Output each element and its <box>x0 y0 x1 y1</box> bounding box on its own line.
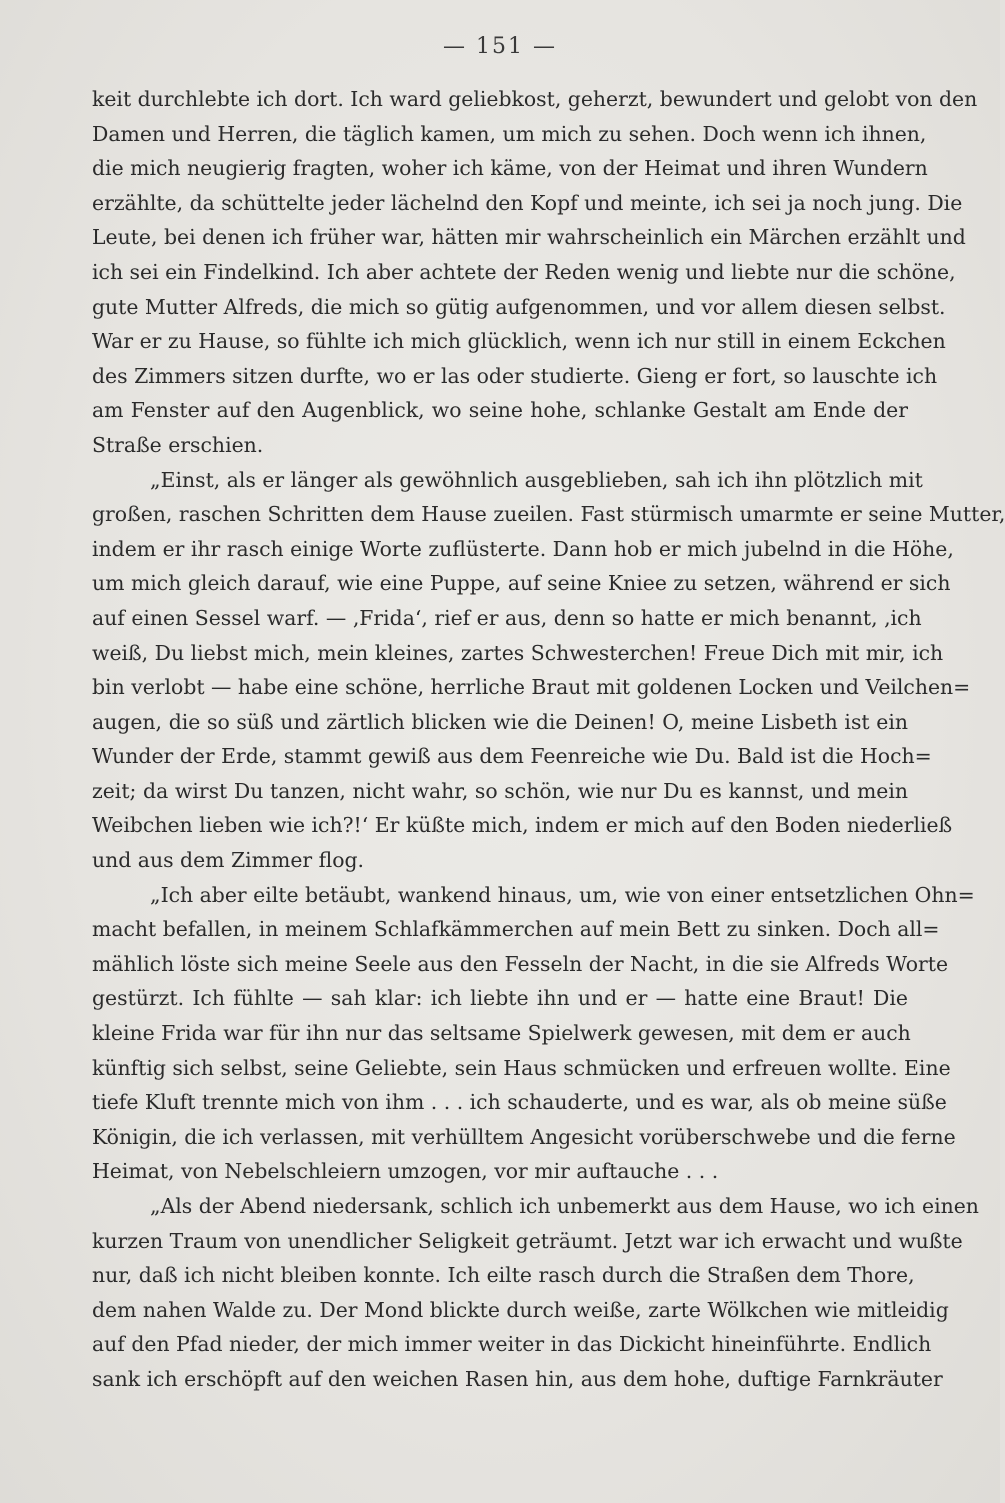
text-line: kleine Frida war für ihn nur das seltsame Spielwerk gewesen, mit dem er auch <box>92 1021 911 1046</box>
text-line: nur, daß ich nicht bleiben konnte. Ich eilte rasch durch die Straßen dem Thore, <box>92 1263 915 1288</box>
text-line: auf einen Sessel warf. — ‚Frida‘, rief er aus, denn so hatte er mich benannt, ‚ich <box>92 605 922 630</box>
text-line: ich sei ein Findelkind. Ich aber achtete der Reden wenig und liebte nur die schöne, <box>92 259 956 284</box>
text-line: War er zu Hause, so fühlte ich mich glücklich, wenn ich nur still in einem Eckchen <box>92 329 946 354</box>
text-line: gestürzt. Ich fühlte — sah klar: ich liebte ihn und er — hatte eine Braut! Die <box>92 986 908 1011</box>
text-line: indem er ihr rasch einige Worte zuflüsterte. Dann hob er mich jubelnd in die Höhe, <box>92 536 954 561</box>
text-line: des Zimmers sitzen durfte, wo er las oder studierte. Gieng er fort, so lauschte ich <box>92 363 938 388</box>
text-line: auf den Pfad nieder, der mich immer weiter in das Dickicht hineinführte. Endlich <box>92 1332 932 1357</box>
text-line: erzählte, da schüttelte jeder lächelnd den Kopf und meinte, ich sei ja noch jung. Die <box>92 190 963 215</box>
text-line: Damen und Herren, die täglich kamen, um mich zu sehen. Doch wenn ich ihnen, <box>92 121 927 146</box>
text-line: macht befallen, in meinem Schlafkämmerchen auf mein Bett zu sinken. Doch all= <box>92 917 940 942</box>
text-line: gute Mutter Alfreds, die mich so gütig aufgenommen, und vor allem diesen selbst. <box>92 294 946 319</box>
text-line: Straße erschien. <box>92 432 264 457</box>
text-line: „Ich aber eilte betäubt, wankend hinaus, um, wie von einer entsetzlichen Ohn= <box>150 882 975 907</box>
text-line: dem nahen Walde zu. Der Mond blickte durch weiße, zarte Wölkchen wie mitleidig <box>92 1297 949 1322</box>
text-line: die mich neugierig fragten, woher ich käme, von der Heimat und ihren Wundern <box>92 156 928 181</box>
text-line: tiefe Kluft trennte mich von ihm . . . ich schauderte, und es war, als ob meine süße <box>92 1090 947 1115</box>
text-line: zeit; da wirst Du tanzen, nicht wahr, so schön, wie nur Du es kannst, und mein <box>92 778 908 803</box>
text-line: Königin, die ich verlassen, mit verhülltem Angesicht vorüberschwebe und die ferne <box>92 1124 956 1149</box>
text-line: Heimat, von Nebelschleiern umzogen, vor mir auftauche . . . <box>92 1159 719 1184</box>
text-line: Wunder der Erde, stammt gewiß aus dem Feenreiche wie Du. Bald ist die Hoch= <box>92 744 932 769</box>
page-number: — 151 — <box>443 34 557 59</box>
body-text <box>92 82 1005 1397</box>
text-line: augen, die so süß und zärtlich blicken wie die Deinen! O, meine Lisbeth ist ein <box>92 709 908 734</box>
text-line: großen, raschen Schritten dem Hause zueilen. Fast stürmisch umarmte er seine Mutter, <box>92 502 1005 527</box>
text-line: weiß, Du liebst mich, mein kleines, zartes Schwesterchen! Freue Dich mit mir, ich <box>92 640 944 665</box>
text-line: künftig sich selbst, seine Geliebte, sein Haus schmücken und erfreuen wollte. Eine <box>92 1055 951 1080</box>
text-line: keit durchlebte ich dort. Ich ward geliebkost, geherzt, bewundert und gelobt von den <box>92 87 978 111</box>
text-line: „Als der Abend niedersank, schlich ich unbemerkt aus dem Hause, wo ich einen <box>150 1194 979 1218</box>
text-line: und aus dem Zimmer flog. <box>92 848 365 873</box>
text-line: um mich gleich darauf, wie eine Puppe, auf seine Kniee zu setzen, während er sich <box>92 571 951 596</box>
text-line: Leute, bei denen ich früher war, hätten mir wahrscheinlich ein Märchen erzählt und <box>92 225 966 250</box>
text-line: Weibchen lieben wie ich?!‘ Er küßte mich, indem er mich auf den Boden niederließ <box>92 813 953 838</box>
text-line: bin verlobt — habe eine schöne, herrliche Braut mit goldenen Locken und Veilchen= <box>92 675 971 700</box>
text-line: kurzen Traum von unendlicher Seligkeit geträumt. Jetzt war ich erwacht und wußte <box>92 1228 963 1253</box>
text-line: sank ich erschöpft auf den weichen Rasen hin, aus dem hohe, duftige Farnkräuter <box>92 1366 943 1391</box>
text-line: am Fenster auf den Augenblick, wo seine hohe, schlanke Gestalt am Ende der <box>92 398 908 423</box>
text-line: „Einst, als er länger als gewöhnlich ausgeblieben, sah ich ihn plötzlich mit <box>150 467 923 492</box>
text-line: mählich löste sich meine Seele aus den Fesseln der Nacht, in die sie Alfreds Worte <box>92 951 949 976</box>
